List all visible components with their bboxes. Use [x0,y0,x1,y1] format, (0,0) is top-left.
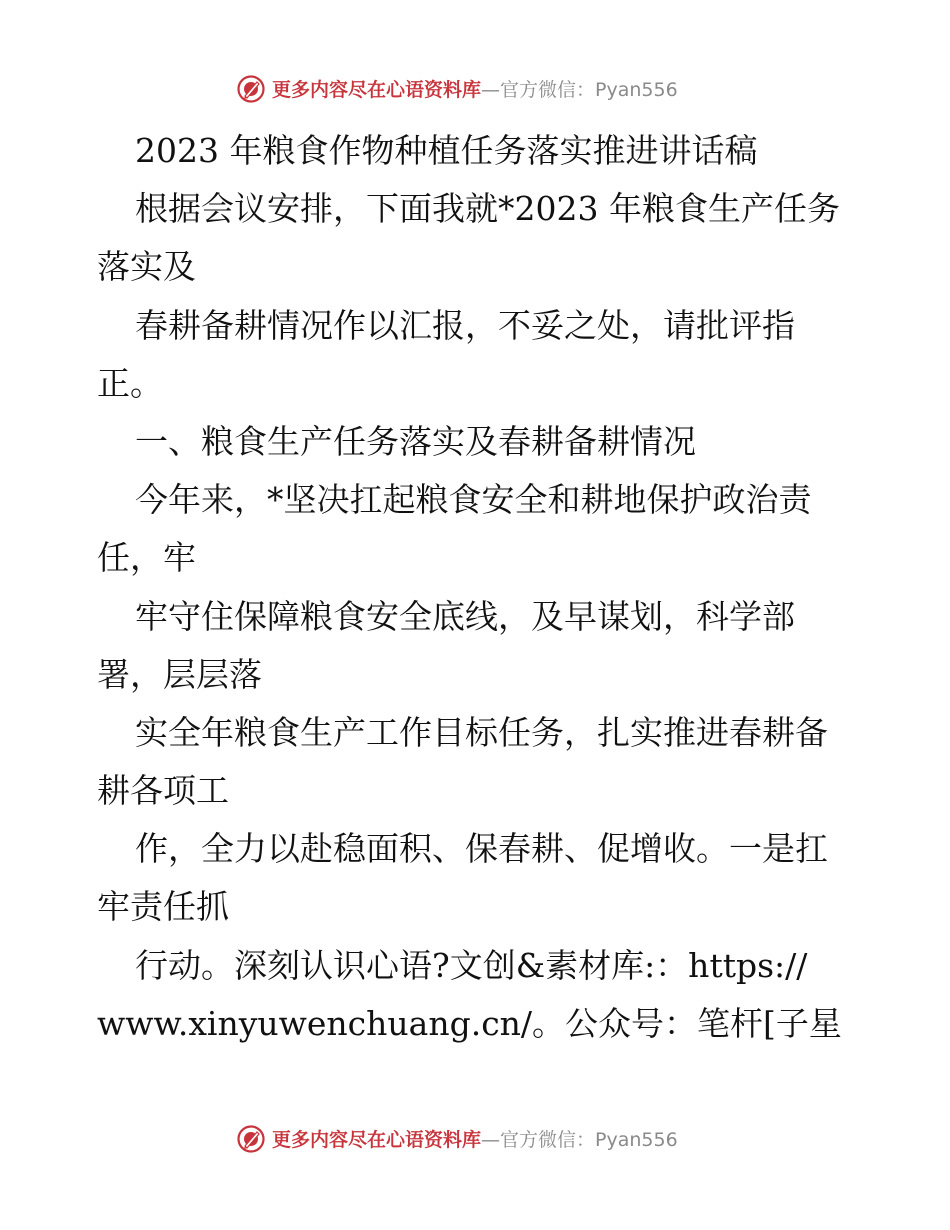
paragraph-line: 耕各项工 [97,771,229,811]
paragraph-line: 牢守住保障粮食安全底线，及早谋划，科学部 [135,596,795,636]
pen-seal-logo-icon [236,74,266,104]
watermark-gray-text: —官方微信：Pyan556 [481,79,678,101]
watermark-red-text: 更多内容尽在心语资料库 [272,79,482,101]
paragraph-line: 署，层层落 [97,654,262,694]
paragraph-line: 牢责任抓 [97,887,229,927]
watermark-gray-text: —官方微信：Pyan556 [481,1129,678,1151]
section-heading: 一、粮食生产任务落实及春耕备耕情况 [135,421,696,461]
paragraph-line: 行动。深刻认识心语?文创&素材库:：https:// [135,945,808,985]
watermark-text [272,77,678,103]
document-title: 2023 年粮食作物种植任务落实推进讲话稿 [135,131,758,170]
watermark-red-text: 更多内容尽在心语资料库 [272,1129,482,1151]
paragraph-line: www.xinyuwenchuang.cn/。公众号：笔杆[子星 [97,1003,842,1043]
paragraph-line: 正。 [97,363,163,403]
paragraph-line: 任，牢 [97,538,196,578]
header-watermark-banner [0,72,950,112]
paragraph-line: 春耕备耕情况作以汇报，不妥之处，请批评指 [135,305,795,345]
paragraph-line: 今年来，*坚决扛起粮食安全和耕地保护政治责 [135,480,812,520]
paragraph-line: 落实及 [97,247,196,287]
paragraph-line: 根据会议安排，下面我就*2023 年粮食生产任务 [135,189,840,229]
document-body [97,122,857,1053]
paragraph-line: 实全年粮食生产工作目标任务，扎实推进春耕备 [135,712,828,752]
paragraph-line: 作，全力以赴稳面积、保春耕、促增收。一是扛 [135,829,828,869]
watermark-text [272,1127,678,1153]
pen-seal-logo-icon [236,1124,266,1154]
footer-watermark-banner [0,1122,950,1162]
